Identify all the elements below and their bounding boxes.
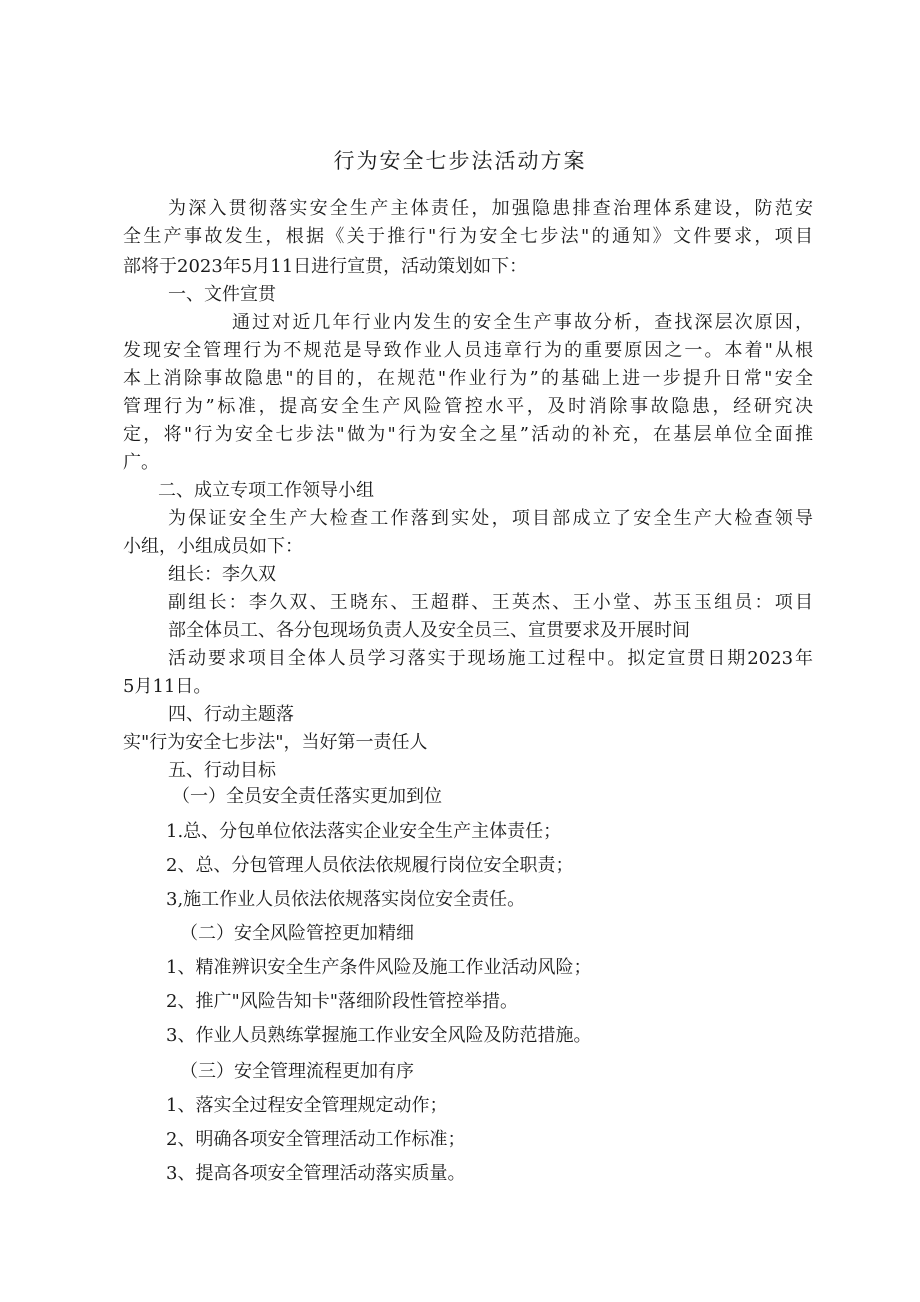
deputy-line-2: 部全体员工、各分包现场负责人及安全员三、宣贯要求及开展时间 xyxy=(168,620,690,641)
sub2-item-1: 1、精准辨识安全生产条件风险及施工作业活动风险； xyxy=(166,957,592,978)
sub3-item-2: 2、明确各项安全管理活动工作标准； xyxy=(166,1129,466,1150)
section1-line-1: 通过对近几年行业内发生的安全生产事故分析，查找深层次原因， xyxy=(232,312,813,333)
sub3-item-3: 3、提高各项安全管理活动落实质量。 xyxy=(166,1163,466,1184)
section2-line-2: 小组，小组成员如下： xyxy=(123,536,303,557)
sub3-item-1: 1、落实全过程安全管理规定动作； xyxy=(166,1095,448,1116)
section1-line-4: 管理行为”标准，提高安全生产风险管控水平，及时消除事故隐患，经研究决 xyxy=(123,396,813,417)
section2-heading: 二、成立专项工作领导小组 xyxy=(158,480,374,501)
sub2-heading: （二）安全风险管控更加精细 xyxy=(180,923,414,944)
sub1-item-3: 3,施工作业人员依法依规落实岗位安全责任。 xyxy=(166,889,526,910)
group-leader: 组长：李久双 xyxy=(168,564,276,585)
section2-line-1: 为保证安全生产大检查工作落到实处，项目部成立了安全生产大检查领导 xyxy=(168,508,813,529)
activity-line-2: 5月11日。 xyxy=(123,676,212,697)
section1-line-2: 发现安全管理行为不规范是导致作业人员违章行为的重要原因之一。本着"从根 xyxy=(123,340,813,361)
page-title: 行为安全七步法活动方案 xyxy=(333,149,587,173)
section1-line-6: 广。 xyxy=(123,452,159,473)
sub1-item-1: 1.总、分包单位依法落实企业安全生产主体责任； xyxy=(166,821,562,842)
sub2-item-3: 3、作业人员熟练掌握施工作业安全风险及防范措施。 xyxy=(166,1025,592,1046)
section4-heading: 四、行动主题落 xyxy=(168,704,294,725)
intro-line-2: 全生产事故发生，根据《关于推行"行为安全七步法"的通知》文件要求，项目 xyxy=(123,226,813,247)
sub1-item-2: 2、总、分包管理人员依法依规履行岗位安全职责； xyxy=(166,855,574,876)
section4-body: 实"行为安全七步法"，当好第一责任人 xyxy=(123,732,428,753)
section1-line-3: 本上消除事故隐患"的目的，在规范"作业行为”的基础上进一步提升日常"安全 xyxy=(123,368,813,389)
section1-heading: 一、文件宣贯 xyxy=(168,284,276,305)
section5-heading: 五、行动目标 xyxy=(168,760,276,781)
sub1-heading: （一）全员安全责任落实更加到位 xyxy=(172,786,442,807)
deputy-line-1: 副组长：李久双、王晓东、王超群、王英杰、王小堂、苏玉玉组员：项目 xyxy=(168,592,813,613)
activity-line-1: 活动要求项目全体人员学习落实于现场施工过程中。拟定宣贯日期2023年 xyxy=(168,648,813,669)
sub2-item-2: 2、推广"风险告知卡"落细阶段性管控举措。 xyxy=(166,991,519,1012)
intro-line-1: 为深入贯彻落实安全生产主体责任，加强隐患排查治理体系建设，防范安 xyxy=(168,198,813,219)
sub3-heading: （三）安全管理流程更加有序 xyxy=(180,1061,414,1082)
intro-line-3: 部将于2023年5月11日进行宣贯，活动策划如下： xyxy=(123,256,528,277)
section1-line-5: 定，将"行为安全七步法"做为"行为安全之星”活动的补充，在基层单位全面推 xyxy=(123,424,813,445)
